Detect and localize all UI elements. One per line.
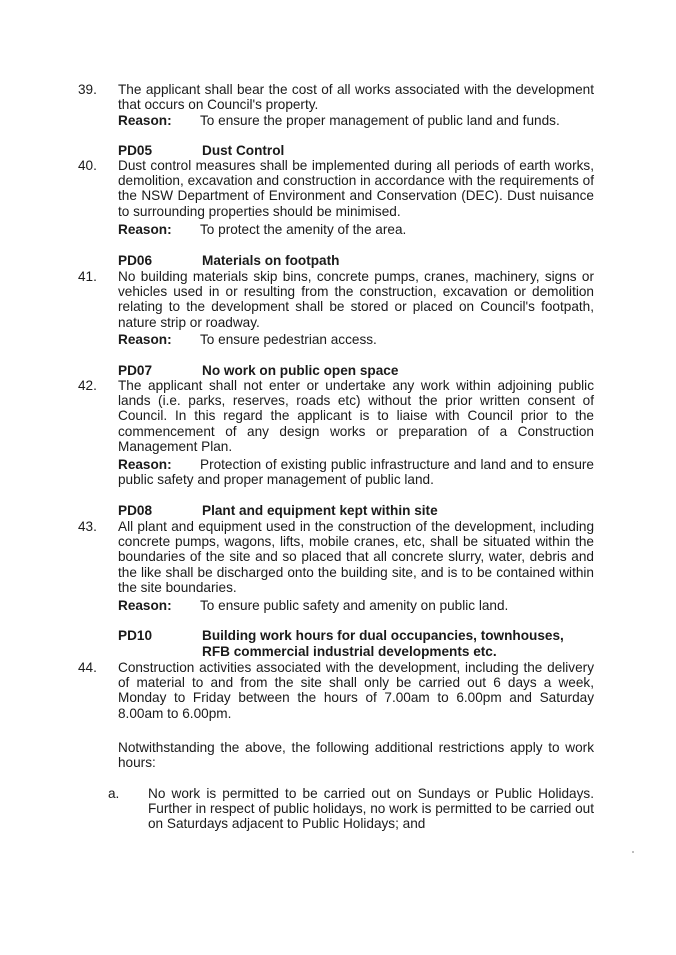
reason-line: [118, 222, 594, 237]
item-number: 44.: [78, 660, 97, 675]
condition-text: All plant and equipment used in the construction of the development, including concrete pumps, wagons, lifts, mobile cranes, etc, shall be situated within the boundaries of the site and so placed that all concrete slurry, water, debris and the like shall be discharged onto the building site, and is to be contained within the site boundaries.: [118, 519, 594, 595]
condition-text: Construction activities associated with the development, including the delivery of material to and from the site shall only be carried out 6 days a week, Monday to Friday between the hours of 7.00am to 6.00pm and Saturday 8.00am to 6.00pm.: [118, 660, 594, 721]
item-number: 43.: [78, 519, 97, 534]
sub-item-text: No work is permitted to be carried out on Sundays or Public Holidays. Further in respect of public holidays, no work is permitted to be carried out on Saturdays adjacent to Public Holidays; and: [148, 786, 594, 832]
condition-heading: [118, 253, 339, 268]
condition-heading: [118, 503, 438, 518]
reason-line: [118, 457, 594, 487]
condition-text: Dust control measures shall be implemented during all periods of earth works, demolition, excavation and construction in accordance with the requirements of the NSW Department of Environment and Conservation (DEC). Dust nuisance to surrounding properties should be minimised.: [118, 158, 594, 219]
item-number: 41.: [78, 269, 97, 284]
reason-label: Reason:: [118, 598, 172, 613]
reason-text: To ensure pedestrian access.: [200, 332, 377, 347]
reason-text: To protect the amenity of the area.: [200, 222, 407, 237]
scan-speck: [632, 851, 634, 853]
condition-code: PD07: [118, 363, 153, 378]
item-number: 40.: [78, 158, 97, 173]
reason-label: Reason:: [118, 113, 172, 128]
condition-heading: [118, 363, 398, 378]
condition-code: PD10: [118, 628, 153, 643]
item-number: 42.: [78, 378, 97, 393]
condition-title: No work on public open space: [202, 363, 399, 378]
condition-title: Building work hours for dual occupancies, townhouses,: [202, 628, 564, 643]
condition-code: PD06: [118, 253, 153, 268]
condition-title-line2: RFB commercial industrial developments etc.: [202, 644, 497, 659]
reason-text: To ensure public safety and amenity on public land.: [200, 598, 509, 613]
reason-text: Protection of existing public infrastructure and land and to ensure public safety and proper management of public land.: [118, 457, 594, 488]
condition-heading: [118, 628, 564, 643]
condition-title: Materials on footpath: [202, 253, 340, 268]
condition-code: PD08: [118, 503, 153, 518]
reason-label: Reason:: [118, 457, 172, 472]
sub-item-letter: a.: [108, 786, 120, 801]
reason-label: Reason:: [118, 332, 172, 347]
condition-text: No building materials skip bins, concrete pumps, cranes, machinery, signs or vehicles used in or resulting from the construction, excavation or demolition relating to the development shall be stored or placed on Council's footpath, nature strip or roadway.: [118, 269, 594, 330]
condition-text-continued: Notwithstanding the above, the following additional restrictions apply to work hours:: [118, 740, 594, 771]
condition-title: Plant and equipment kept within site: [202, 503, 438, 518]
condition-title: Dust Control: [202, 143, 285, 158]
reason-line: [118, 113, 594, 128]
reason-text: To ensure the proper management of public land and funds.: [200, 113, 560, 128]
condition-code: PD05: [118, 143, 153, 158]
condition-text: The applicant shall bear the cost of all works associated with the development that occurs on Council's property.: [118, 82, 594, 113]
condition-text: The applicant shall not enter or undertake any work within adjoining public lands (i.e. parks, reserves, roads etc) without the prior written consent of Council. In this regard the applicant is to liaise with Council prior to the commencement of any design works or preparation of a Construction Management Plan.: [118, 378, 594, 454]
condition-heading: [118, 143, 284, 158]
reason-label: Reason:: [118, 222, 172, 237]
reason-line: [118, 598, 594, 613]
item-number: 39.: [78, 82, 97, 97]
reason-line: [118, 332, 594, 347]
